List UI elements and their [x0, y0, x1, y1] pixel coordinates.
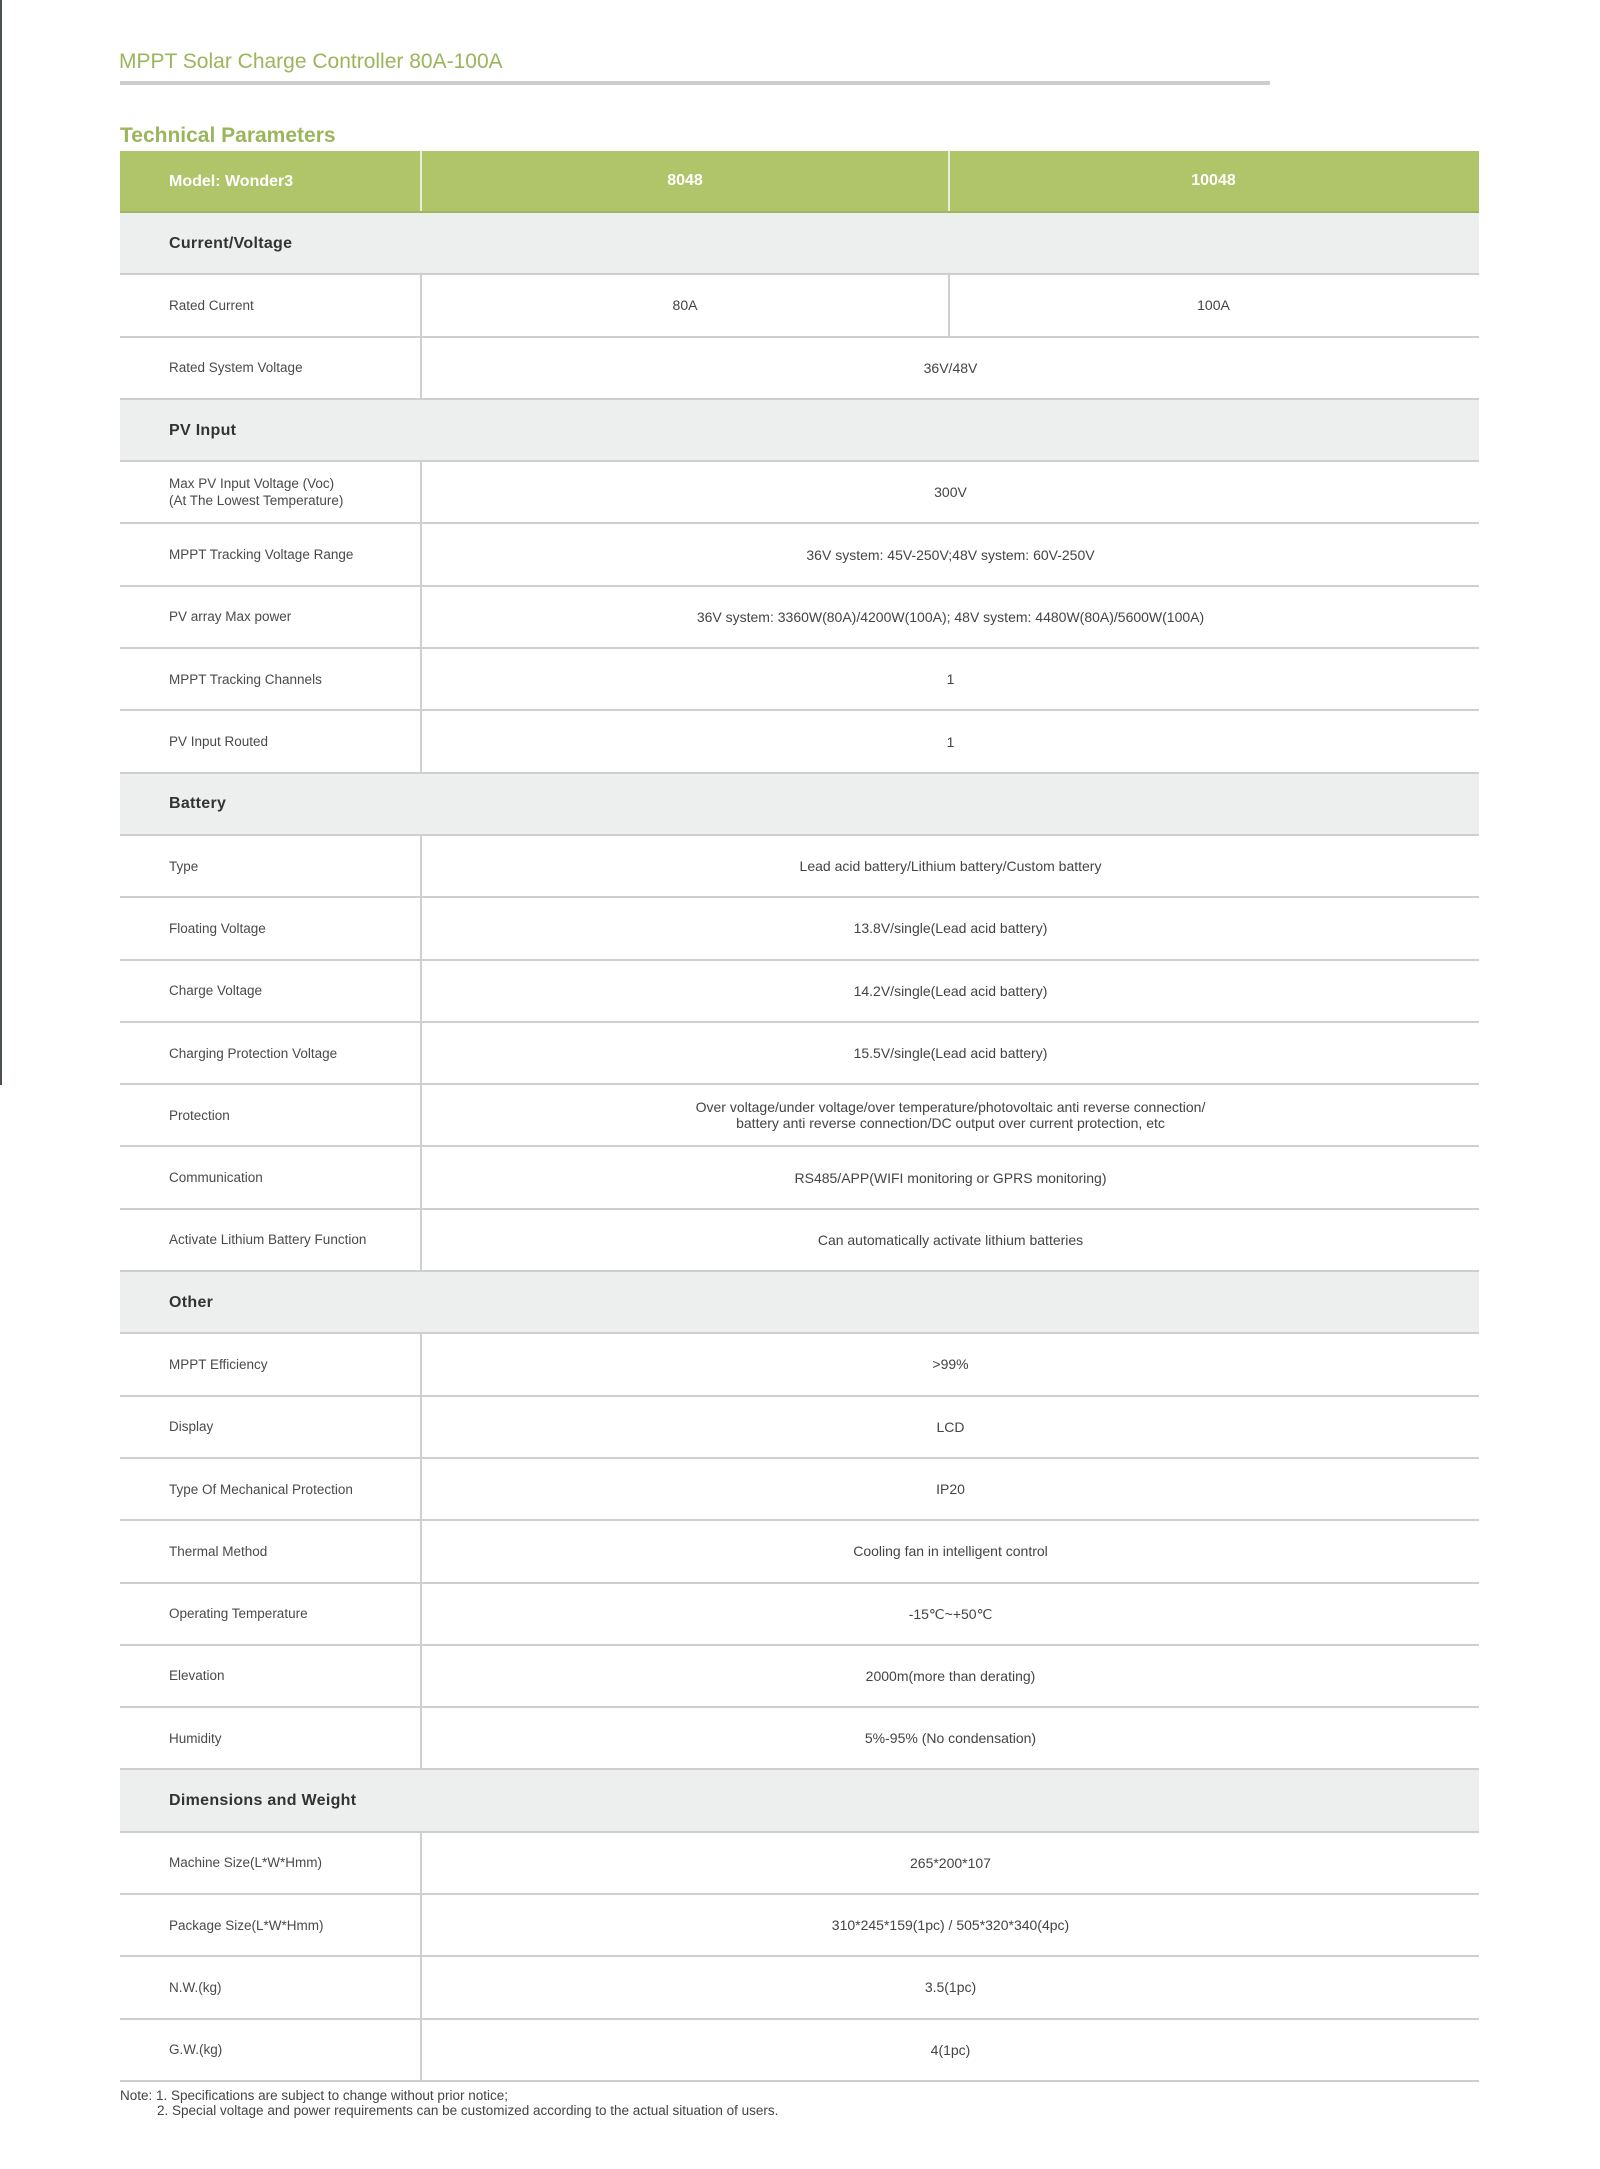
section-row: [120, 400, 1479, 462]
document-title: MPPT Solar Charge Controller 80A-100A: [119, 50, 503, 73]
table-row: [120, 1584, 1479, 1646]
table-body: [120, 213, 1479, 2082]
table-row: [120, 1833, 1479, 1895]
row-value: -15℃~+50℃: [908, 1605, 993, 1622]
row-label: Elevation: [120, 1646, 422, 1706]
note-line-2: 2. Special voltage and power requirements can be customized according to the actual situation of users.: [157, 2103, 779, 2118]
table-row: [120, 1085, 1479, 1147]
row-label: PV array Max power: [120, 587, 422, 647]
row-value: Lead acid battery/Lithium battery/Custom battery: [799, 858, 1102, 875]
row-value: 13.8V/single(Lead acid battery): [853, 920, 1048, 937]
row-label: MPPT Tracking Voltage Range: [120, 524, 422, 584]
row-value: 265*200*107: [910, 1854, 991, 1871]
page-edge-line: [0, 0, 2, 1085]
row-value: 80A: [422, 275, 950, 335]
row-label: Display: [120, 1397, 422, 1457]
section-title: Battery: [169, 795, 227, 813]
table-row: [120, 1210, 1479, 1272]
row-label: Machine Size(L*W*Hmm): [120, 1833, 422, 1893]
table-row: [120, 1023, 1479, 1085]
row-label: Protection: [120, 1085, 422, 1145]
table-header-row: [120, 151, 1479, 213]
row-value: 2000m(more than derating): [865, 1667, 1036, 1684]
row-label: Max PV Input Voltage (Voc) (At The Lowest Temperature): [120, 462, 422, 522]
row-label: MPPT Efficiency: [120, 1334, 422, 1394]
row-label: Type: [120, 836, 422, 896]
section-row: [120, 213, 1479, 275]
row-value: 36V system: 3360W(80A)/4200W(100A); 48V system: 4480W(80A)/5600W(100A): [696, 608, 1205, 625]
table-row: [120, 1459, 1479, 1521]
section-row: [120, 774, 1479, 836]
table-row: [120, 524, 1479, 586]
header-model-label: Model: Wonder3: [120, 151, 422, 211]
row-label: Rated Current: [120, 275, 422, 335]
row-value: LCD: [936, 1418, 965, 1435]
header-model-10048: 10048: [1191, 172, 1236, 189]
row-value: 3.5(1pc): [924, 1979, 977, 1996]
row-value: 15.5V/single(Lead acid battery): [853, 1045, 1048, 1061]
spec-table: [120, 151, 1479, 2082]
row-label: Charge Voltage: [120, 961, 422, 1021]
table-row: [120, 836, 1479, 898]
row-value: Over voltage/under voltage/over temperature/photovoltaic anti reverse connection/ battery anti reverse connection/DC output over current protection, etc: [695, 1099, 1206, 1132]
notes: [120, 2088, 778, 2118]
row-label: G.W.(kg): [120, 2020, 422, 2080]
row-label: Package Size(L*W*Hmm): [120, 1895, 422, 1955]
table-row: [120, 275, 1479, 337]
table-row: [120, 1895, 1479, 1957]
row-value: 36V system: 45V-250V;48V system: 60V-250V: [806, 546, 1095, 563]
row-label: Thermal Method: [120, 1521, 422, 1581]
title-divider: [120, 81, 1270, 85]
section-row: [120, 1272, 1479, 1334]
table-row: [120, 1521, 1479, 1583]
table-row: [120, 587, 1479, 649]
row-label: Communication: [120, 1147, 422, 1207]
row-value: 5%-95% (No condensation): [864, 1730, 1037, 1747]
row-value: Cooling fan in intelligent control: [853, 1543, 1048, 1560]
row-value: 1: [946, 733, 955, 750]
row-value: 310*245*159(1pc) / 505*320*340(4pc): [831, 1917, 1070, 1934]
row-label: Activate Lithium Battery Function: [120, 1210, 422, 1270]
table-row: [120, 711, 1479, 773]
table-row: [120, 1708, 1479, 1770]
table-row: [120, 338, 1479, 400]
table-row: [120, 898, 1479, 960]
row-value: 300V: [934, 484, 967, 501]
row-value: 100A: [1197, 297, 1230, 314]
table-row: [120, 1397, 1479, 1459]
row-label: Operating Temperature: [120, 1584, 422, 1644]
table-row: [120, 1147, 1479, 1209]
row-label: Humidity: [120, 1708, 422, 1768]
row-value: >99%: [932, 1356, 969, 1373]
table-row: [120, 961, 1479, 1023]
header-model-8048: 8048: [422, 151, 950, 211]
table-row: [120, 649, 1479, 711]
section-title: Current/Voltage: [169, 234, 293, 252]
row-value: RS485/APP(WIFI monitoring or GPRS monitoring): [794, 1169, 1107, 1186]
row-value: IP20: [936, 1481, 965, 1498]
table-row: [120, 1334, 1479, 1396]
row-label: Rated System Voltage: [120, 338, 422, 398]
table-row: [120, 2020, 1479, 2082]
table-row: [120, 462, 1479, 524]
note-line-1: Note: 1. Specifications are subject to change without prior notice;: [120, 2088, 508, 2103]
row-label: Charging Protection Voltage: [120, 1023, 422, 1083]
section-row: [120, 1770, 1479, 1832]
row-value: 36V/48V: [923, 359, 978, 376]
table-row: [120, 1646, 1479, 1708]
row-label: PV Input Routed: [120, 711, 422, 771]
row-label: MPPT Tracking Channels: [120, 649, 422, 709]
table-row: [120, 1957, 1479, 2019]
row-value: 1: [946, 671, 955, 688]
row-label: Floating Voltage: [120, 898, 422, 958]
row-value: 14.2V/single(Lead acid battery): [853, 982, 1048, 999]
row-label: Type Of Mechanical Protection: [120, 1459, 422, 1519]
row-value: Can automatically activate lithium batteries: [817, 1231, 1084, 1248]
section-title: Other: [169, 1293, 214, 1311]
technical-parameters-heading: Technical Parameters: [120, 124, 336, 147]
section-title: Dimensions and Weight: [169, 1792, 357, 1810]
row-label: N.W.(kg): [120, 1957, 422, 2017]
row-value: 4(1pc): [930, 2041, 971, 2058]
section-title: PV Input: [169, 421, 237, 439]
